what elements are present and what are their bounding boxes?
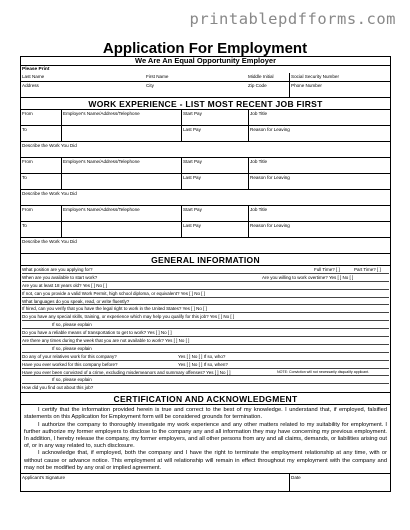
job2-last-pay-label: Last Pay: [181, 174, 202, 189]
job1-from-label: From: [22, 111, 33, 116]
job3-to-label: To: [22, 223, 27, 228]
full-time-checkbox[interactable]: Full Time? [ ]: [314, 267, 340, 272]
city-label: City: [146, 83, 154, 88]
phone-label: Phone Number: [289, 82, 323, 97]
position-label: What position are you applying for?: [22, 267, 93, 272]
signature-row[interactable]: [21, 474, 390, 491]
job1-row1[interactable]: [21, 110, 390, 126]
job2-employer-label: Employer's Name/Address/Telephone: [61, 158, 141, 173]
training-question[interactable]: [22, 313, 389, 321]
job2-from-label: From: [22, 159, 33, 164]
relatives-question[interactable]: [22, 353, 389, 361]
job1-start-pay-label: Start Pay: [181, 110, 203, 125]
transport-question[interactable]: [22, 329, 389, 337]
explain2-line[interactable]: [22, 345, 389, 353]
work-experience-header: WORK EXPERIENCE - LIST MOST RECENT JOB FIRST: [21, 98, 390, 110]
relatives-checkbox[interactable]: Yes [ ] No [ ] If so, who?: [178, 353, 226, 359]
job2-employer-cont: [61, 174, 64, 189]
training-label[interactable]: Do you have any special skills, training, or experience which may help you qualify for this job? Yes [ ] No [ ]: [22, 314, 235, 320]
subtitle-row: [21, 57, 390, 66]
job3-row2[interactable]: [21, 222, 390, 238]
languages-label: What languages do you speak, read, or write fluently?: [22, 298, 130, 304]
job2-row3[interactable]: [21, 190, 390, 206]
job3-last-pay-label: Last Pay: [181, 222, 202, 237]
languages-question[interactable]: [22, 298, 389, 306]
worked-checkbox[interactable]: Yes [ ] No [ ] If so, when?: [178, 361, 228, 367]
job3-start-pay-label: Start Pay: [181, 206, 203, 221]
job1-employer-label: Employer's Name/Address/Telephone: [61, 110, 141, 125]
crime-label[interactable]: Have you ever been convicted of a crime, excluding misdemeanors and summary offenses? Yes [ ] No [ ]: [22, 369, 231, 375]
job1-job-title-label: Job Title: [248, 110, 268, 125]
job1-describe-label: Describe the Work You Did: [22, 143, 77, 148]
explain1-line[interactable]: [22, 321, 389, 329]
job3-employer-label: Employer's Name/Address/Telephone: [61, 206, 141, 221]
job3-row3[interactable]: [21, 238, 390, 254]
please-print-label: Please Print: [22, 67, 50, 72]
job1-row2[interactable]: [21, 126, 390, 142]
overtime-checkbox[interactable]: Are you willing to work overtime? Yes [ ] No [ ]: [262, 274, 354, 280]
address-row[interactable]: [21, 82, 390, 98]
certification-header: CERTIFICATION AND ACKNOWLEDGMENT: [21, 393, 390, 405]
start-question[interactable]: [22, 274, 389, 282]
certification-text: [21, 405, 390, 474]
job2-start-pay-label: Start Pay: [181, 158, 203, 173]
zip-label: Zip Code: [248, 83, 267, 88]
explain3-label: If so, please explain: [52, 377, 92, 383]
job2-to-label: To: [22, 175, 27, 180]
hear-question[interactable]: [22, 384, 389, 392]
worked-question[interactable]: [22, 361, 389, 369]
crime-question[interactable]: [22, 369, 389, 377]
times-label[interactable]: Are there any times during the week that you are not available to work? Yes [ ] No [ ]: [22, 338, 190, 344]
explain1-label: If so, please explain: [52, 322, 92, 328]
job1-to-label: To: [22, 127, 27, 132]
transport-label[interactable]: Do you have a reliable means of transportation to get to work? Yes [ ] No [ ]: [22, 330, 172, 336]
cert-paragraph-3: I acknowledge that, if employed, both the company and I have the right to terminate the employment relationship at any time, with or without cause or advance notice. This employment at will relationship will remain in effect throughout my employment with the company and may not be modified by any oral or implied agreement.: [24, 450, 387, 471]
times-question[interactable]: [22, 337, 389, 345]
job3-employer-cont: [61, 222, 64, 237]
application-form: [20, 56, 391, 492]
job3-from-label: From: [22, 207, 33, 212]
cert-paragraph-2: I authorize the company to thoroughly investigate my work experience and any other matters related to my suitability for employment. I further authorize my former employers to disclose to the company any and all information they may have concerning my previous employment. In addition, I hereby release the company, my former employers, and all other persons from any and all claims, demands, or liabilities arising out of, or in any way related to, such disclosure.: [24, 421, 387, 450]
job1-row3[interactable]: [21, 142, 390, 158]
job3-reason-label: Reason for Leaving: [248, 222, 291, 237]
age-label[interactable]: Are you at least 18 years old? Yes [ ] No [ ]: [22, 282, 108, 288]
signature-label: Applicant's Signature: [22, 475, 66, 481]
first-name-label: First Name: [146, 74, 169, 79]
legal-label[interactable]: If hired, can you verify that you have the legal right to work in the United States? Yes [ ] No [ ]: [22, 306, 207, 312]
last-name-label: Last Name: [22, 74, 45, 79]
job3-describe-label: Describe the Work You Did: [22, 239, 77, 244]
job2-row1[interactable]: [21, 158, 390, 174]
job1-employer-cont: [61, 126, 64, 141]
job2-row2[interactable]: [21, 174, 390, 190]
age-question[interactable]: [22, 282, 389, 290]
start-label: When are you available to start work?: [22, 274, 98, 280]
page-title: Application For Employment: [102, 40, 308, 57]
watermark-text: printablepdfforms.com: [189, 10, 396, 28]
position-question[interactable]: [22, 266, 389, 274]
permit-label[interactable]: If not, can you provide a valid Work Permit, high school diploma, or equivalent? Yes [ ] No [ ]: [22, 290, 206, 296]
job2-reason-label: Reason for Leaving: [248, 174, 291, 189]
name-row[interactable]: [21, 66, 390, 82]
job3-row1[interactable]: [21, 206, 390, 222]
address-label: Address: [22, 83, 39, 88]
job1-reason-label: Reason for Leaving: [248, 126, 291, 141]
ssn-label: Social Security Number: [291, 74, 339, 79]
subtitle: We Are An Equal Opportunity Employer: [135, 56, 276, 65]
middle-initial-label: Middle Initial: [248, 74, 274, 79]
general-info-header: GENERAL INFORMATION: [21, 254, 390, 266]
explain3-line[interactable]: [22, 376, 389, 384]
job2-job-title-label: Job Title: [248, 158, 268, 173]
permit-question[interactable]: [22, 290, 389, 298]
worked-label: Have you ever worked for this company before?: [22, 361, 118, 367]
hear-label: How did you find out about this job?: [22, 385, 94, 391]
date-label: Date: [289, 474, 302, 491]
part-time-checkbox[interactable]: Part Time? [ ]: [354, 267, 381, 272]
general-info-section: [21, 266, 390, 393]
cert-paragraph-1: I certify that the information provided herein is true and correct to the best of my knowledge. I understand that, if employed, falsified statements on this Application for Employment form will be considered grounds for termination.: [24, 407, 387, 421]
relatives-label: Do any of your relatives work for this company?: [22, 353, 117, 359]
crime-note: NOTE: Conviction will not necessarily disqualify applicant.: [277, 369, 370, 374]
job2-describe-label: Describe the Work You Did: [22, 191, 77, 196]
job3-job-title-label: Job Title: [248, 206, 268, 221]
legal-question[interactable]: [22, 305, 389, 313]
explain2-label: If so, please explain: [52, 345, 92, 351]
job1-last-pay-label: Last Pay: [181, 126, 202, 141]
